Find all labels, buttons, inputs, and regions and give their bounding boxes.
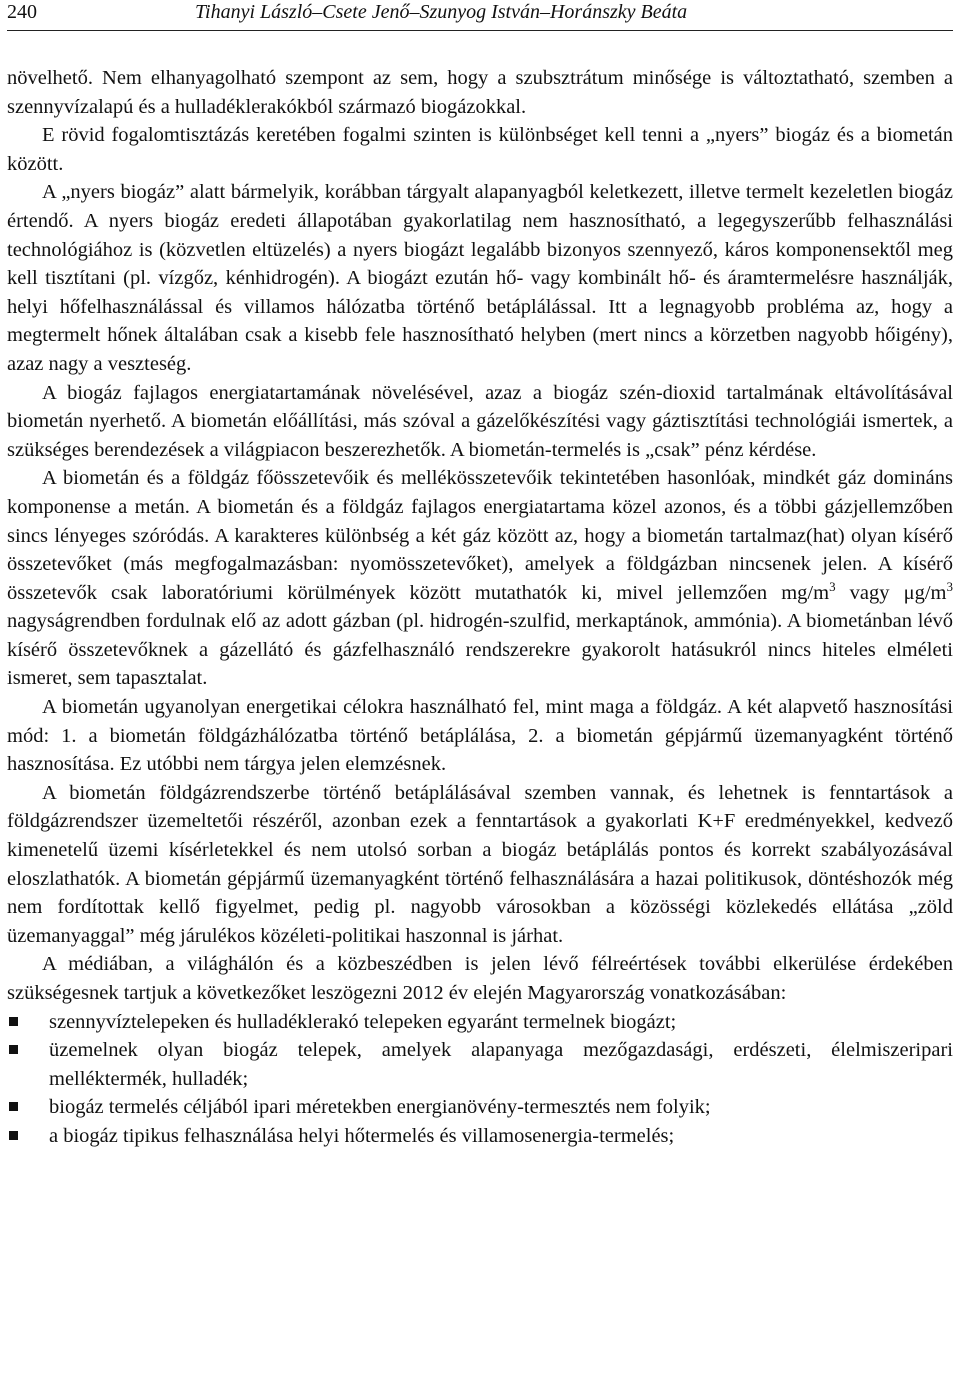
- list-item-text: üzemelnek olyan biogáz telepek, amelyek alapanyaga mezőgazdasági, erdészeti, élelmiszeripari melléktermék, hulladék;: [49, 1039, 953, 1090]
- running-title: Tihanyi László–Csete Jenő–Szunyog István–Horánszky Beáta: [195, 1, 688, 23]
- list-item-text: szennyvíztelepeken és hulladéklerakó telepeken egyaránt termelnek biogázt;: [49, 1010, 677, 1033]
- superscript: 3: [946, 578, 954, 594]
- list-item: [7, 1036, 953, 1093]
- paragraph: A biometán ugyanolyan energetikai célokra használható fel, mint maga a földgáz. A két alapvető hasznosítási mód: 1. a biometán földgázhálózatba történő betáplálása, 2. a biometán gépjármű üzemanyagként történő hasznosítása. Ez utóbbi nem tárgya jelen elemzésnek.: [7, 696, 953, 776]
- list-item-text: a biogáz tipikus felhasználása helyi hőtermelés és villamosenergia-termelés;: [49, 1124, 675, 1147]
- square-bullet-icon: [9, 1045, 18, 1054]
- list-item-text: biogáz termelés céljából ipari méretekben energianövény-termesztés nem folyik;: [49, 1096, 711, 1119]
- square-bullet-icon: [9, 1017, 18, 1026]
- body-text: [7, 64, 953, 1151]
- superscript: 3: [829, 578, 836, 594]
- paragraph: növelhető. Nem elhanyagolható szempont az sem, hogy a szubsztrátum minősége is változtatható, szemben a szennyvízalapú és a hulladéklerakókból származó biogázokkal.: [7, 67, 953, 118]
- paragraph: A biogáz fajlagos energiatartamának növelésével, azaz a biogáz szén-dioxid tartalmának eltávolításával biometán nyerhető. A biometán előállítási, más szóval a gázelőkészítési vagy gáztisztítási technológiái ismertek, a szükséges berendezések a világpiacon beszerezhetők. A biometán-termelés is „csak” pénz kérdése.: [7, 381, 953, 461]
- page-number: 240: [7, 1, 37, 23]
- bullet-list: [7, 1008, 953, 1151]
- list-item: [7, 1122, 953, 1151]
- paragraph: A médiában, a világhálón és a közbeszédben is jelen lévő félreértések további elkerülése érdekében szükségesnek tartjuk a következőket leszögezni 2012 év elején Magyarország vonatkozásában:: [7, 953, 953, 1004]
- paragraph-text: nagyságrendben fordulnak elő az adott gázban (pl. hidrogén-szulfid, merkaptánok, ammónia). A biometánban lévő kísérő összetevőknek a gázellátó és gázfelhasználó rendszerekre gyakorolt hatásukról nincs hiteles elméleti ismeret, sem tapasztalat.: [7, 610, 953, 690]
- square-bullet-icon: [9, 1102, 18, 1111]
- paragraph: E rövid fogalomtisztázás keretében fogalmi szinten is különbséget kell tenni a „nyers” biogáz és a biometán között.: [7, 124, 953, 175]
- list-item: [7, 1093, 953, 1122]
- header-rule: [7, 30, 953, 31]
- paragraph: A „nyers biogáz” alatt bármelyik, korábban tárgyalt alapanyagból keletkezett, illetve termelt kezeletlen biogáz értendő. A nyers biogáz eredeti állapotában gyakorlatilag nem hasznosítható, a legegyszerűbb felhasználási technológiához is (közvetlen eltüzelés) a nyers biogázt legalább bizonyos szennyező, káros komponensektől meg kell tisztítani (pl. vízgőz, kénhidrogén). A biogázt ezután hő- vagy kombinált hő- és áramtermelésre használják, helyi hőfelhasználással és villamos hálózatba történő betáplálással. Itt a legnagyobb probléma az, hogy a megtermelt hőnek általában csak a kisebb fele hasznosítható helyben (mert nincs a körzetben nagyobb hőigény), azaz nagy a veszteség.: [7, 181, 953, 375]
- page-header: [7, 0, 953, 30]
- paragraph-text: vagy μg/m: [835, 581, 947, 604]
- paragraph-text: A biometán és a földgáz főösszetevőik és mellékösszetevőik tekintetében hasonlóak, mindkét gáz domináns komponense a metán. A biometán és a földgáz fajlagos energiatartama közel azonos, és a többi gázjellemzőben sincs lényeges szóródás. A karakteres különbség a két gáz között az, hogy a biometán tartalmaz(hat) olyan kísérő összetevőket (más megfogalmazásban: nyomösszetevőket), amelyek a földgázban nincsenek jelen. A kísérő összetevők csak laboratóriumi körülmények között mutathatók ki, mivel jellemzően mg/m: [7, 467, 953, 604]
- paragraph: [7, 464, 953, 693]
- list-item: [7, 1008, 953, 1037]
- paragraph: A biometán földgázrendszerbe történő betáplálásával szemben vannak, és lehetnek is fenntartások a földgázrendszer üzemeltetői részéről, azonban ezek a fenntartások a gyakorlati K+F eredményekkel, kedvező kimenetelű üzemi kísérletekkel és nem utolsó sorban a biogáz betáplálás pontos és korrekt szabályozásával eloszlathatók. A biometán gépjármű üzemanyagként történő felhasználására a hazai politikusok, döntéshozók még nem fordítottak kellő figyelmet, pedig pl. nagyobb városokban a közösségi közlekedés ellátása „zöld üzemanyaggal” még járulékos közéleti-politikai haszonnal is járhat.: [7, 781, 953, 947]
- square-bullet-icon: [9, 1131, 18, 1140]
